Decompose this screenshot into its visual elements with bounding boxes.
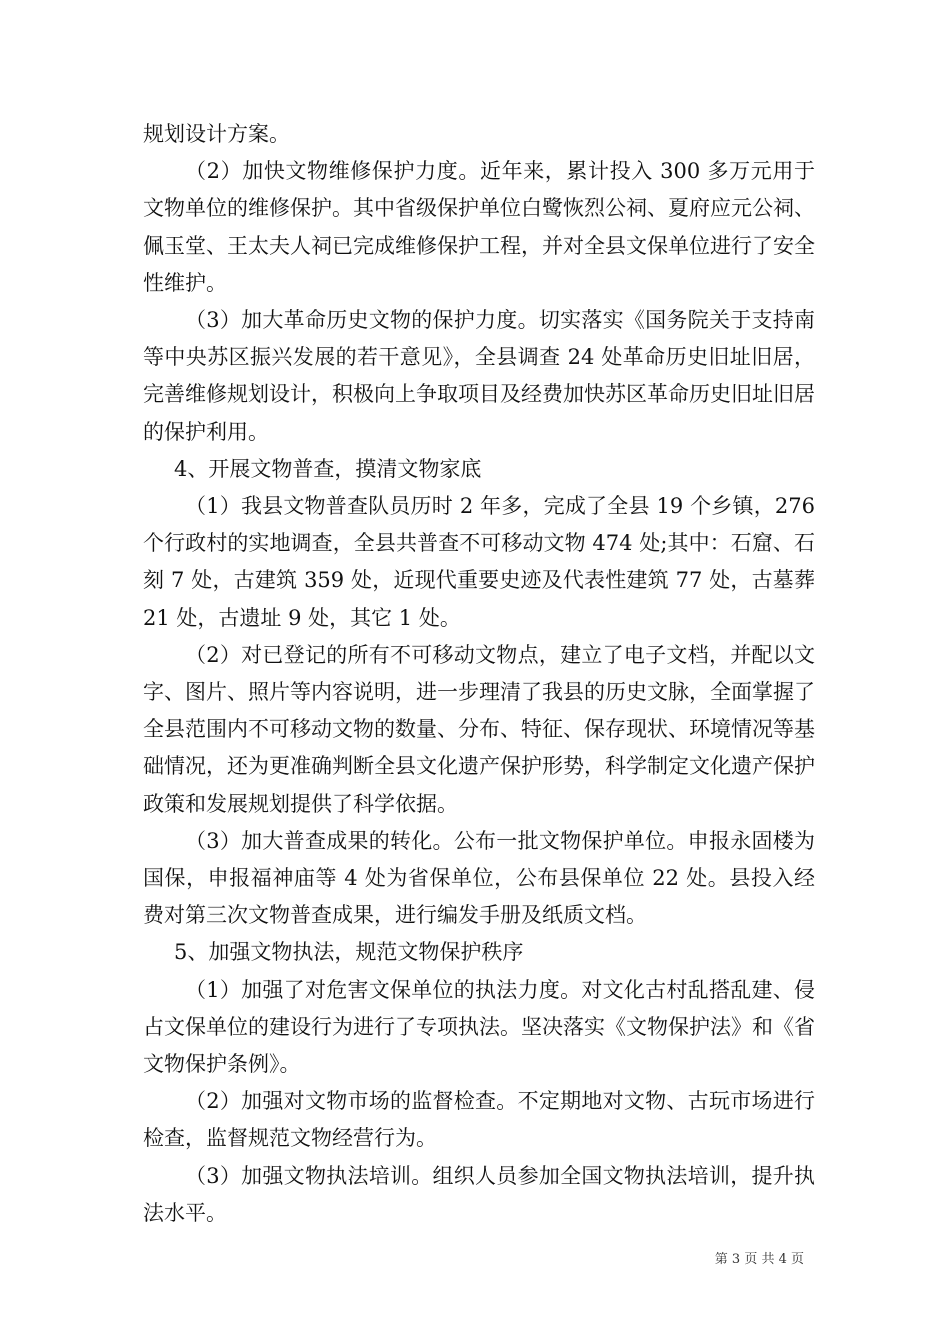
paragraph-census-survey: （1）我县文物普查队员历时 2 年多，完成了全县 19 个乡镇，276 个行政村的实地调查，全县共普查不可移动文物 474 处;其中：石窟、石刻 7 处，古建筑 359 处，近现代重要史迹及代表性建筑 77 处，古墓葬 21 处，古遗址 9 处，其它 1 处。 xyxy=(143,494,815,630)
paragraph-market-supervision: （2）加强对文物市场的监督检查。不定期地对文物、古玩市场进行检查，监督规范文物经营行为。 xyxy=(143,1089,815,1151)
document-body xyxy=(143,116,815,1232)
page-number-footer: 第 3 页 共 4 页 xyxy=(714,1252,804,1267)
paragraph-electronic-archive: （2）对已登记的所有不可移动文物点，建立了电子文档，并配以文字、图片、照片等内容说明，进一步理清了我县的历史文脉，全面掌握了全县范围内不可移动文物的数量、分布、特征、保存现状、环境情况等基础情况，还为更准确判断全县文化遗产保护形势，科学制定文化遗产保护政策和发展规划提供了科学依据。 xyxy=(143,642,815,816)
paragraph-repair-protection: （2）加快文物维修保护力度。近年来，累计投入 300 多万元用于文物单位的维修保护。其中省级保护单位白鹭恢烈公祠、夏府应元公祠、佩玉堂、王太夫人祠已完成维修保护工程，并对全县文保单位进行了安全性维护。 xyxy=(143,159,815,295)
section-heading-census: 4、开展文物普查，摸清文物家底 xyxy=(174,456,482,481)
paragraph-census-results: （3）加大普查成果的转化。公布一批文物保护单位。申报永固楼为国保，申报福神庙等 4 处为省保单位，公布县保单位 22 处。县投入经费对第三次文物普查成果，进行编发手册及纸质文档。 xyxy=(143,828,815,928)
paragraph-continuation: 规划设计方案。 xyxy=(143,122,290,146)
paragraph-revolutionary-relics: （3）加大革命历史文物的保护力度。切实落实《国务院关于支持南等中央苏区振兴发展的若干意见》，全县调查 24 处革命历史旧址旧居，完善维修规划设计，积极向上争取项目及经费加快苏区革命历史旧址旧居的保护利用。 xyxy=(143,308,815,444)
paragraph-enforcement-strength: （1）加强了对危害文保单位的执法力度。对文化古村乱搭乱建、侵占文保单位的建设行为进行了专项执法。坚决落实《文物保护法》和《省文物保护条例》。 xyxy=(143,977,815,1077)
section-heading-enforcement: 5、加强文物执法，规范文物保护秩序 xyxy=(174,940,524,965)
paragraph-enforcement-training: （3）加强文物执法培训。组织人员参加全国文物执法培训，提升执法水平。 xyxy=(143,1163,815,1225)
